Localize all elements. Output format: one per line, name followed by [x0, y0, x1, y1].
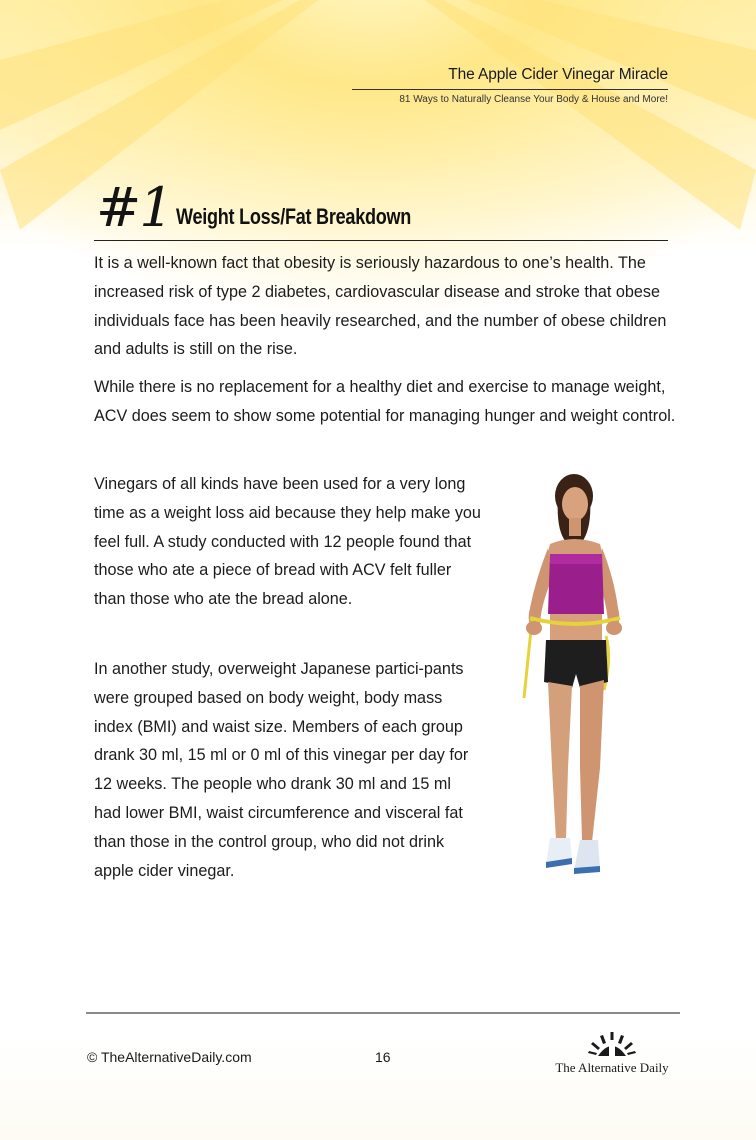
- body-paragraph-3: Vinegars of all kinds have been used for a very long time as a weight loss aid because they help make you feel full. A study conducted with 12 people found that those who ate a piece of bread with ACV felt fuller than those who ate the bread alone.: [94, 475, 481, 609]
- footer-divider: [86, 1012, 680, 1014]
- body-paragraph-2: While there is no replacement for a healthy diet and exercise to manage weight, ACV does seem to show some potential for managing hunger and weight control.: [94, 378, 676, 425]
- body-paragraph-4: In another study, overweight Japanese partici-pants were grouped based on body weight, body mass index (BMI) and waist size. Members of each group drank 30 ml, 15 ml or 0 ml of this vinegar per day for 12 weeks. The people who drank 30 ml and 15 ml had lower BMI, waist circumference and visceral fat than those in the control group, who did not drink apple cider vinegar.: [94, 660, 469, 880]
- section-title: Weight Loss/Fat Breakdown: [176, 204, 412, 229]
- section-heading: [94, 178, 668, 241]
- sunrise-logo-icon: [588, 1032, 636, 1058]
- section-number: #1: [96, 176, 172, 239]
- brand-logo: [548, 1032, 676, 1080]
- page-number: 16: [375, 1049, 391, 1065]
- woman-measuring-waist-photo: [500, 468, 640, 898]
- running-header: [352, 66, 668, 105]
- book-subtitle: 81 Ways to Naturally Cleanse Your Body & House and More!: [399, 94, 668, 105]
- body-paragraph-1: It is a well-known fact that obesity is seriously hazardous to one’s health. The increased risk of type 2 diabetes, cardiovascular disease and stroke that obese individuals face has been heavily researched, and the number of obese children and adults is still on the rise.: [94, 254, 667, 359]
- brand-name: The Alternative Daily: [555, 1060, 669, 1075]
- copyright-text: © TheAlternativeDaily.com: [87, 1049, 252, 1065]
- book-title: The Apple Cider Vinegar Miracle: [352, 66, 668, 90]
